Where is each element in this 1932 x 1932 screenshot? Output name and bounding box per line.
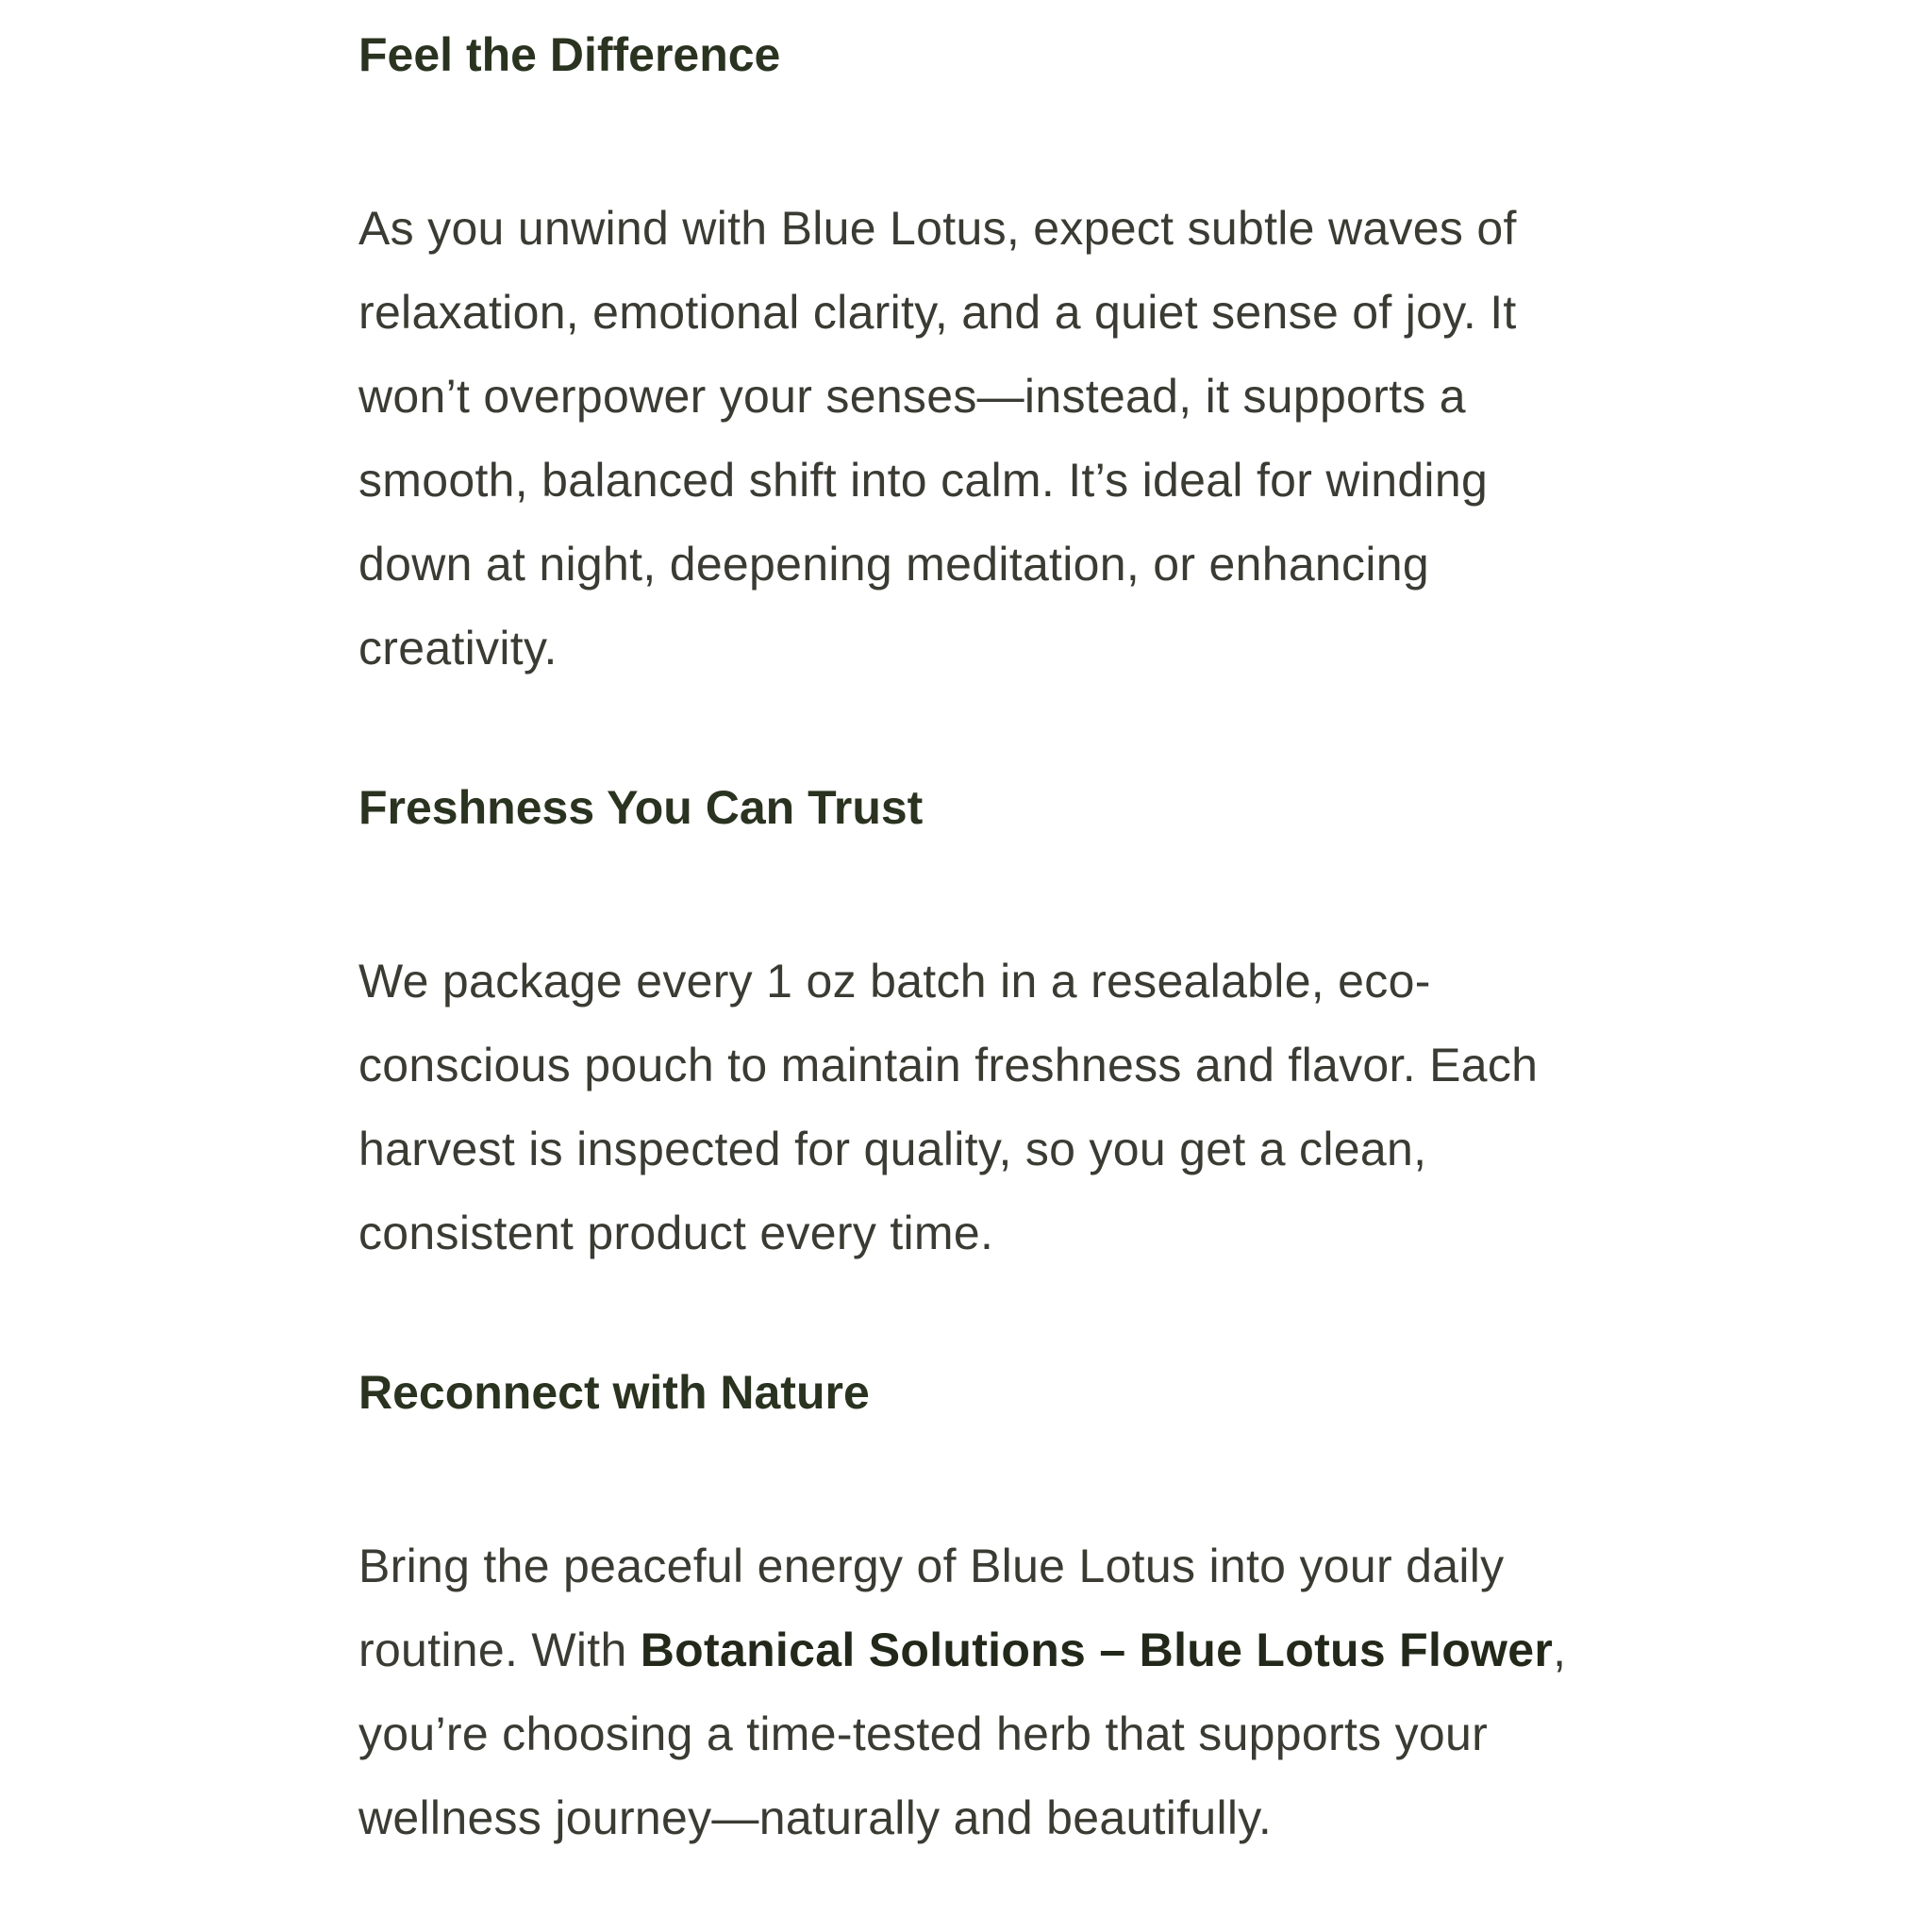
body-text-before: Bring the peaceful energy of Blue Lotus into your daily routine. With xyxy=(358,1540,1505,1676)
product-name-bold: Botanical Solutions – Blue Lotus Flower xyxy=(640,1624,1554,1676)
body-text-after: , you’re choosing a time-tested herb that supports your wellness journey—naturally and beautifully. xyxy=(358,1624,1567,1844)
section-body-reconnect xyxy=(358,1524,1585,1860)
section-body-freshness: We package every 1 oz batch in a resealable, eco-conscious pouch to maintain freshness and flavor. Each harvest is inspected for quality, so you get a clean, consistent product every time. xyxy=(358,955,1539,1259)
section-title-freshness: Freshness You Can Trust xyxy=(358,781,924,834)
section-body-feel-the-difference: As you unwind with Blue Lotus, expect subtle waves of relaxation, emotional clarity, and a quiet sense of joy. It won’t overpower your senses—instead, it supports a smooth, balanced shift into calm. It’s ideal for winding down at night, deepening meditation, or enhancing creativity. xyxy=(358,202,1517,675)
section-title-feel-the-difference: Feel the Difference xyxy=(358,28,781,81)
section-title-reconnect: Reconnect with Nature xyxy=(358,1366,870,1419)
